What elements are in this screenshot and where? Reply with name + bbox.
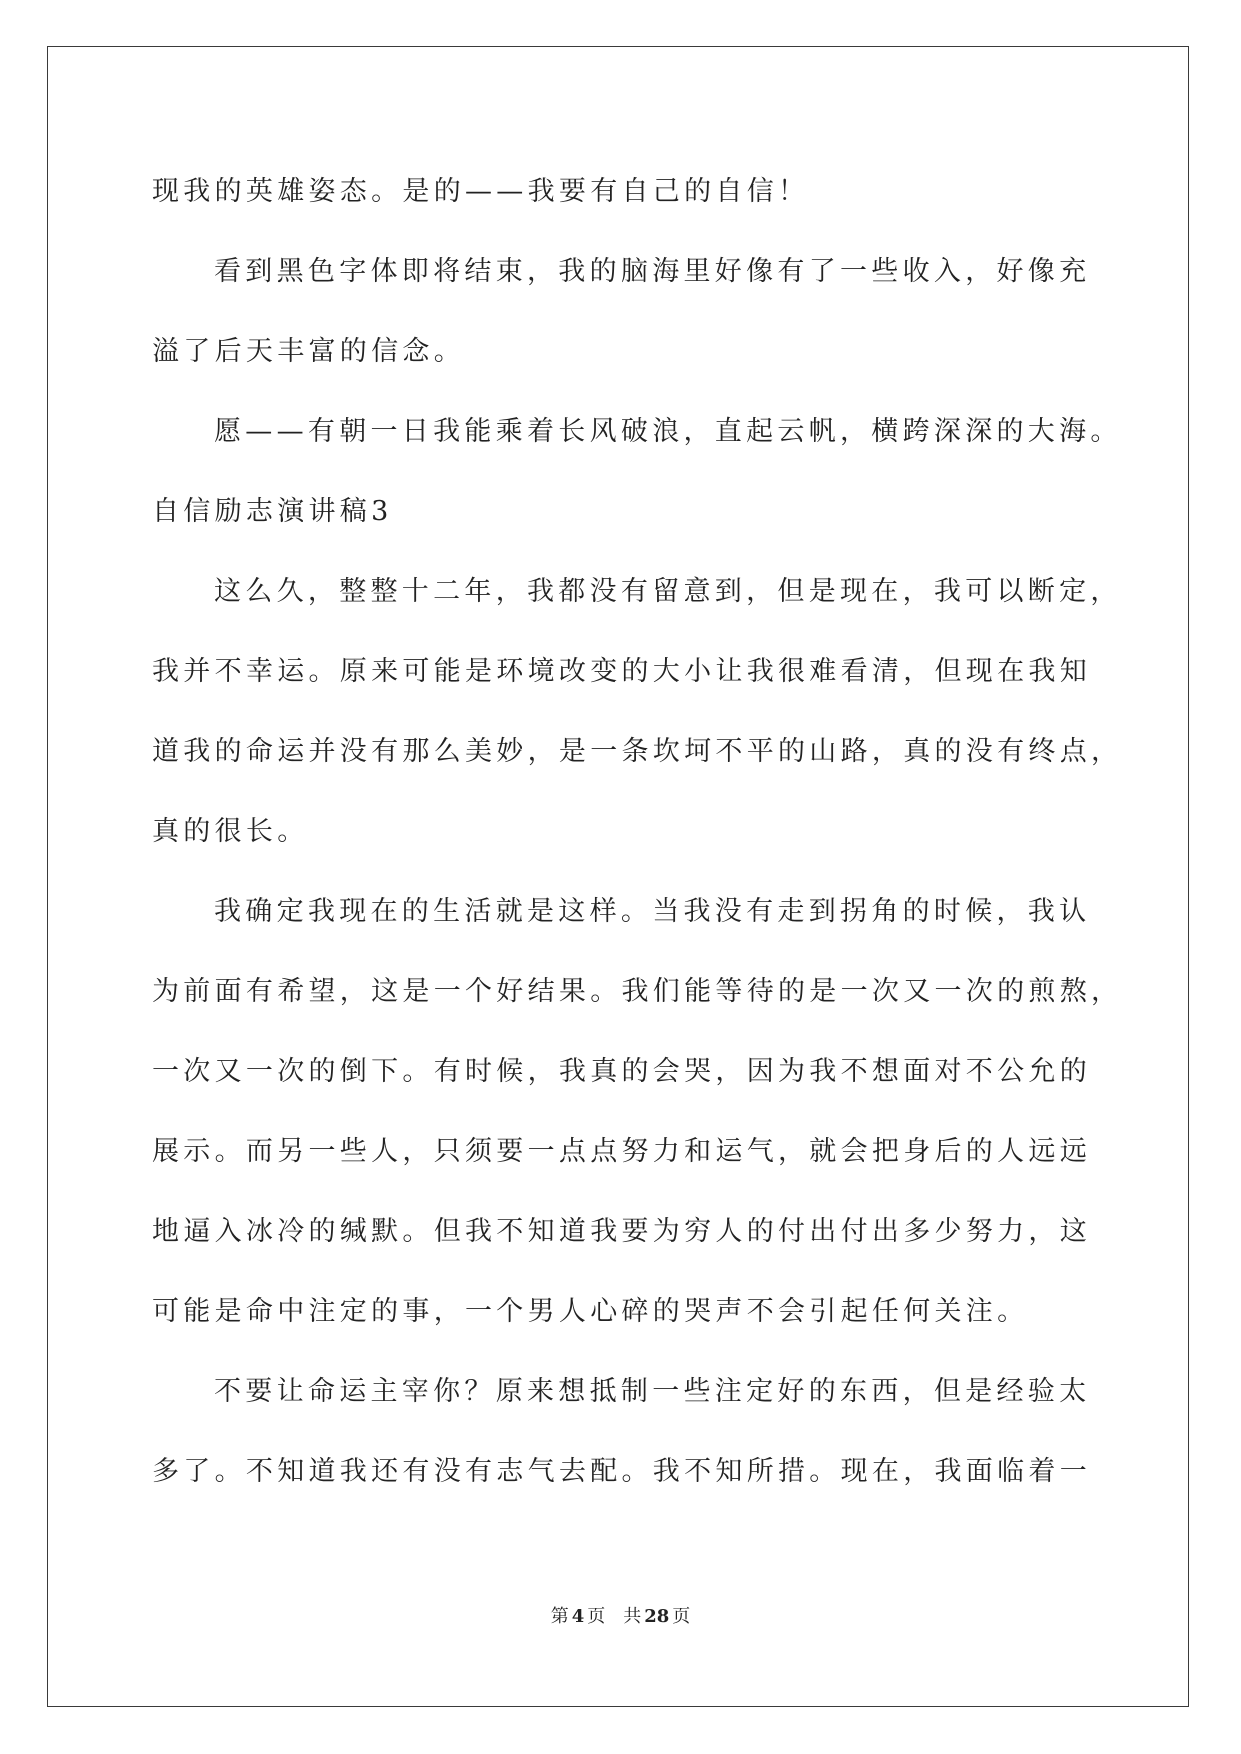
text-line: 展示。而另一些人，只须要一点点努力和运气，就会把身后的人远远: [152, 1136, 1091, 1167]
text-line: 多了。不知道我还有没有志气去配。我不知所措。现在，我面临着一: [152, 1456, 1091, 1487]
text-line: 不要让命运主宰你？原来想抵制一些注定好的东西，但是经验太: [214, 1376, 1091, 1407]
text-line: 真的很长。: [152, 816, 309, 847]
text-line: 看到黑色字体即将结束，我的脑海里好像有了一些收入，好像充: [214, 256, 1091, 287]
text-line: 我确定我现在的生活就是这样。当我没有走到拐角的时候，我认: [214, 896, 1091, 927]
page-suffix: 页: [587, 1606, 606, 1627]
total-pages: 28: [644, 1606, 670, 1627]
page-footer: [0, 1600, 1241, 1634]
text-line: 可能是命中注定的事，一个男人心碎的哭声不会引起任何关注。: [152, 1296, 1029, 1327]
page-prefix: 第: [550, 1606, 569, 1627]
text-line: 现我的英雄姿态。是的——我要有自己的自信！: [152, 176, 810, 207]
text-line: 溢了后天丰富的信念。: [152, 336, 465, 367]
text-line: 愿——有朝一日我能乘着长风破浪，直起云帆，横跨深深的大海。: [214, 416, 1122, 447]
total-prefix: 共: [623, 1606, 642, 1627]
total-suffix: 页: [672, 1606, 691, 1627]
text-line: 这么久，整整十二年，我都没有留意到，但是现在，我可以断定，: [214, 576, 1122, 607]
text-line: 我并不幸运。原来可能是环境改变的大小让我很难看清，但现在我知: [152, 656, 1091, 687]
document-body: [152, 152, 1162, 1532]
text-line: 一次又一次的倒下。有时候，我真的会哭，因为我不想面对不公允的: [152, 1056, 1091, 1087]
heading-text: 自信励志演讲稿3: [152, 496, 393, 527]
page-number: 4: [571, 1606, 585, 1627]
text-line: 为前面有希望，这是一个好结果。我们能等待的是一次又一次的煎熬，: [152, 976, 1123, 1007]
text-line: 道我的命运并没有那么美妙，是一条坎坷不平的山路，真的没有终点，: [152, 736, 1123, 767]
text-line: 地逼入冰冷的缄默。但我不知道我要为穷人的付出付出多少努力，这: [152, 1216, 1091, 1247]
